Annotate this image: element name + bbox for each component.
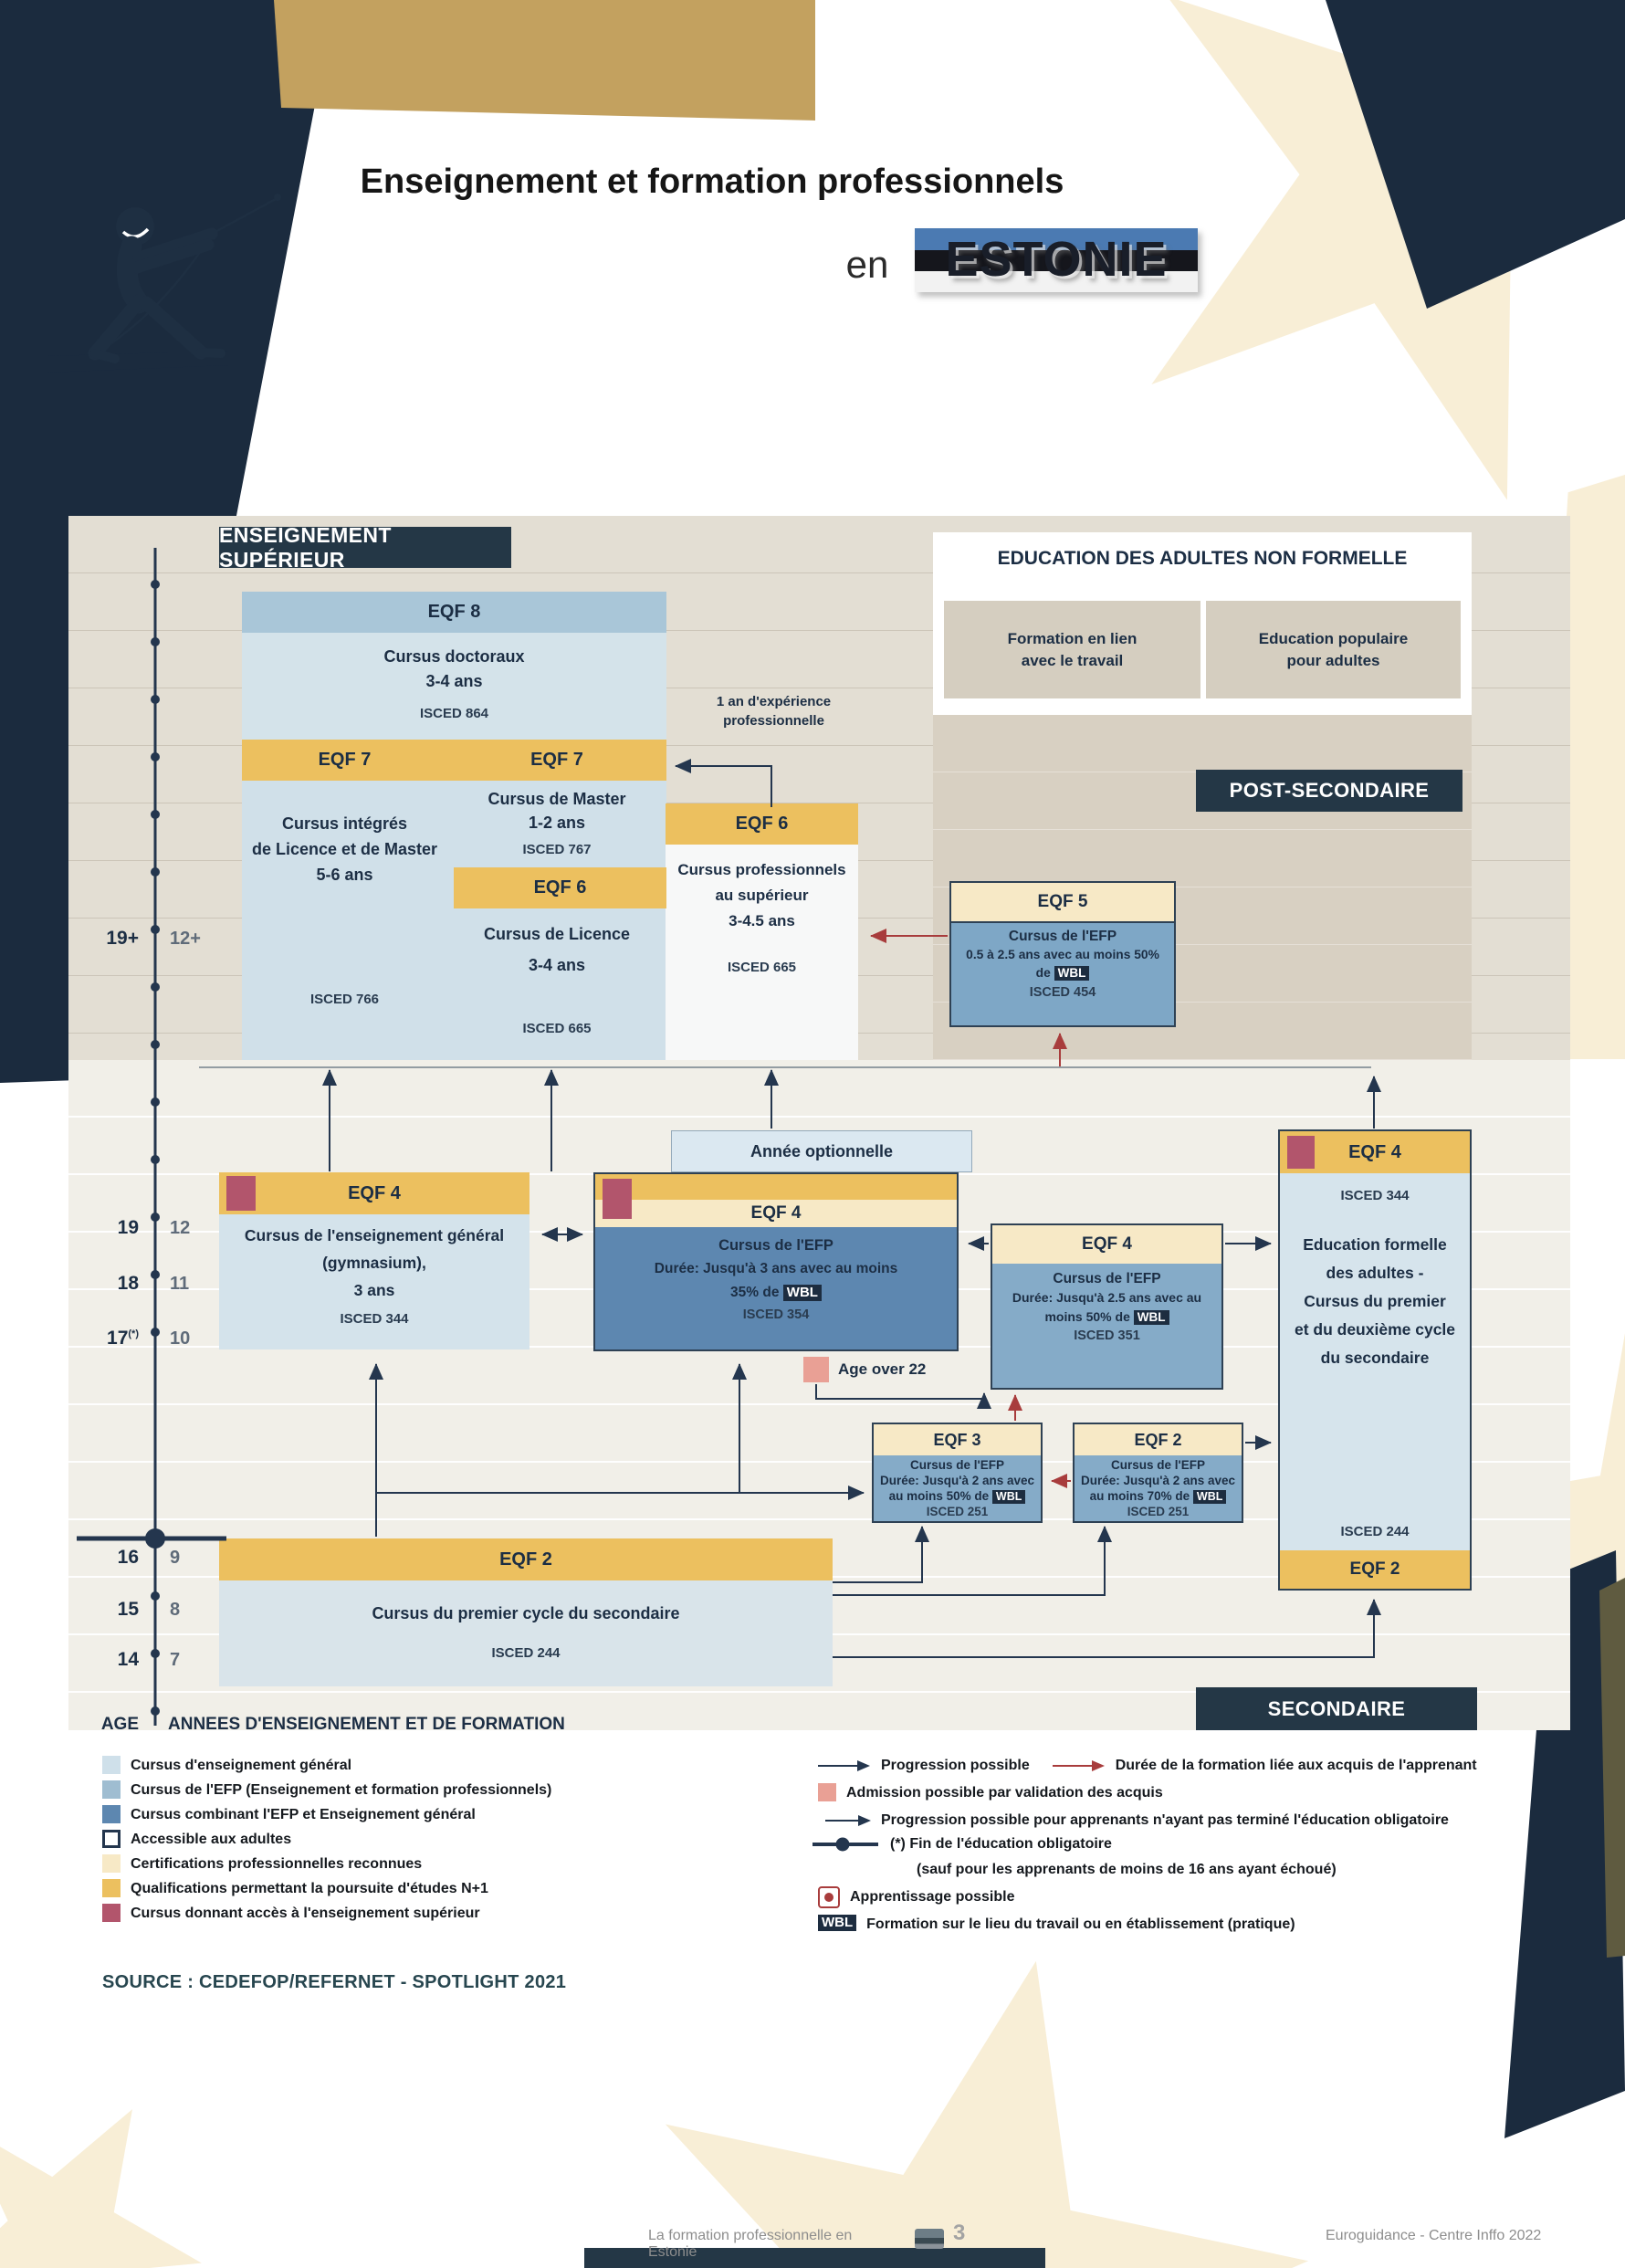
experience-note [689,692,858,730]
bachelor-line1: Cursus de Licence [483,925,631,943]
eqf8-level-band: EQF 8 [242,592,666,633]
legend-end-compulsory-label: (*) Fin de l'éducation obligatoire [890,1836,1112,1852]
vet351-line3-prefix: moins 50% de [1044,1309,1130,1324]
adult-formal-footer-band: EQF 2 [1280,1550,1470,1589]
eqf3-line2: Durée: Jusqu'à 2 ans avec [879,1474,1035,1487]
eqf5-level-band: EQF 5 [949,881,1176,921]
adult-formal-isced-top: ISCED 344 [1340,1188,1410,1203]
adult-box-popular-line2: pour adultes [1286,651,1380,669]
professional-isced: ISCED 665 [727,960,797,975]
lower-secondary-title: Cursus du premier cycle du secondaire [372,1604,680,1622]
gymnasium-higher-access-tab [226,1176,256,1211]
box-master [447,787,666,835]
experience-note-line2: professionnelle [723,713,824,729]
section-higher-education: ENSEIGNEMENT SUPÉRIEUR [219,527,511,568]
legend-adults-accessible-label: Accessible aux adultes [131,1832,292,1847]
legend-apprenticeship-label: Apprentissage possible [850,1889,1015,1905]
footer-photo-icon [915,2229,944,2249]
adult-nonformal-title: EDUCATION DES ADULTES NON FORMELLE [997,548,1408,569]
eqf3-line1: Cursus de l'EFP [910,1458,1004,1472]
section-secondary: SECONDAIRE [1196,1687,1477,1730]
legend-progression-label: Progression possible [881,1758,1030,1773]
bachelor-isced: ISCED 665 [522,1021,592,1036]
eqf2s-line2: Durée: Jusqu'à 2 ans avec [1080,1474,1236,1487]
gymnasium-isced: ISCED 344 [340,1311,409,1327]
section-post-secondary: POST-SECONDAIRE [1196,770,1462,812]
country-flag [915,228,1198,292]
master-line2: 1-2 ans [528,814,586,832]
eqf3-line3 [874,1488,1041,1505]
box-vet-eqf2 [1073,1423,1243,1523]
age-17 [64,1328,139,1349]
year-10: 10 [170,1328,191,1349]
gymnasium-level-band: EQF 4 [219,1172,529,1214]
age-19: 19 [117,1217,139,1238]
master-isced: ISCED 767 [522,842,592,857]
legend-end-compulsory-note-label: (sauf pour les apprenants de moins de 16 ans ayant échoué) [917,1862,1337,1877]
eqf5-isced: ISCED 454 [1029,985,1096,1000]
source-note: SOURCE : CEDEFOP/REFERNET - SPOTLIGHT 2021 [102,1972,567,1992]
vet351-isced: ISCED 351 [1074,1328,1140,1343]
experience-note-line1: 1 an d'expérience [716,694,832,709]
eqf7-left-label: EQF 7 [318,750,372,770]
adult-box-popular-line1: Education populaire [1258,629,1409,647]
adult-box-work [944,601,1200,698]
lower-secondary-isced: ISCED 244 [491,1645,561,1661]
vet354-higher-access-tab [603,1179,632,1219]
adult-box-work-line1: Formation en lien [1007,629,1138,647]
age-18: 18 [117,1273,139,1294]
legend-wbl-label: Formation sur le lieu du travail ou en établissement (pratique) [866,1916,1295,1932]
vet351-line2: Durée: Jusqu'à 2.5 ans avec au [1012,1290,1202,1305]
age-14: 14 [117,1649,139,1670]
box-professional-higher [666,845,858,1060]
adult-formal-line1: Education formelle [1303,1235,1447,1254]
eqf2s-level-label: EQF 2 [1075,1424,1242,1455]
legend-higher-access-label: Cursus donnant accès à l'enseignement supérieur [131,1906,480,1921]
legend-vet-label: Cursus de l'EFP (Enseignement et formation professionnels) [131,1782,552,1798]
eqf3-wbl-badge: WBL [992,1490,1025,1504]
axis-age-title: AGE [100,1715,139,1734]
year-12: 12 [170,1218,191,1238]
box-lower-secondary [219,1580,833,1686]
box-vet-isced354 [593,1172,959,1351]
legend-duration-label: Durée de la formation liée aux acquis de l'apprenant [1115,1758,1477,1773]
gold-shape-top [274,0,815,121]
vet354-line3-prefix: 35% de [730,1285,780,1300]
age-over-22-swatch [803,1357,829,1382]
eqf5-line3 [951,963,1174,982]
professional-line3: 3-4.5 ans [729,912,795,929]
page-title: Enseignement et formation professionnels [360,163,1064,201]
doctoral-line2: 3-4 ans [425,672,483,690]
climber-foot-front [201,352,221,353]
integrated-line1: Cursus intégrés [281,814,408,833]
professional-line2: au supérieur [715,887,809,904]
adult-formal-line5: du secondaire [1320,1349,1430,1367]
year-7: 7 [170,1650,181,1670]
age-16: 16 [117,1547,139,1568]
axis-years-title: ANNEES D'ENSEIGNEMENT ET DE FORMATION [168,1715,565,1734]
eqf3-isced: ISCED 251 [926,1505,989,1518]
vet354-wbl-badge: WBL [783,1285,822,1301]
vet354-line2: Durée: Jusqu'à 3 ans avec au moins [654,1261,898,1276]
gymnasium-line1: Cursus de l'enseignement général [244,1226,505,1244]
age-15: 15 [117,1599,139,1620]
vet354-isced: ISCED 354 [742,1307,810,1322]
age-over-22-label: Age over 22 [838,1360,927,1378]
adult-formal-line3: Cursus du premier [1304,1292,1446,1310]
box-vet-isced351 [991,1223,1223,1390]
box-optional-year: Année optionnelle [671,1130,972,1172]
climber-leg-front [146,303,201,352]
age-17-sup: (*) [128,1328,139,1339]
doctoral-line1: Cursus doctoraux [383,647,525,666]
box-vet-eqf3 [872,1423,1043,1523]
rope-end-dot [274,194,281,201]
box-eqf5-vet [949,921,1176,1027]
eqf5-wbl-badge: WBL [1054,966,1090,981]
eqf5-line3-prefix: de [1035,966,1051,980]
navy-shape-top-right [1326,0,1625,309]
eqf5-line1: Cursus de l'EFP [1008,929,1117,944]
box-doctoral [242,633,666,740]
climber-figure [37,173,320,393]
climber-foot-back [95,353,115,359]
eqf6-mid-band: EQF 6 [454,867,666,908]
box-integrated-programmes [242,811,447,887]
country-name: ESTONIE [945,232,1168,287]
rope [212,199,276,234]
lower-secondary-level-band: EQF 2 [219,1538,833,1580]
bachelor-line2: 3-4 ans [528,956,586,974]
adult-formal-line4: et du deuxième cycle [1294,1320,1456,1339]
vet351-line3 [992,1307,1221,1327]
adult-formal-line2: des adultes - [1326,1264,1424,1282]
gymnasium-line2: (gymnasium), [322,1254,426,1272]
eqf3-level-label: EQF 3 [874,1424,1041,1455]
title-en: en [845,243,889,286]
box-adult-formal [1278,1129,1472,1591]
box-bachelor [447,919,666,981]
year-11: 11 [170,1274,190,1294]
age-17-value: 17 [107,1328,129,1349]
adult-formal-level-band: EQF 4 [1280,1131,1470,1173]
legend-progression-incomplete-label: Progression possible pour apprenants n'ayant pas terminé l'éducation obligatoire [881,1812,1449,1828]
legend-general-ed-label: Cursus d'enseignement général [131,1758,352,1773]
vet354-line3 [595,1280,957,1305]
vet351-line1: Cursus de l'EFP [1053,1271,1161,1286]
eqf6-right-band: EQF 6 [666,803,858,845]
gymnasium-line3: 3 ans [353,1281,395,1299]
adult-formal-isced-bottom: ISCED 244 [1340,1524,1410,1539]
eqf5-line2: 0.5 à 2.5 ans avec au moins 50% [966,948,1159,961]
eqf2s-line3 [1075,1488,1242,1505]
eqf7-mid-label: EQF 7 [530,750,583,770]
doctoral-isced: ISCED 864 [419,706,489,721]
age-19plus: 19+ [106,928,139,949]
eqf3-line3-prefix: au moins 50% de [888,1489,990,1503]
footer-right-text: Euroguidance - Centre Inffo 2022 [1326,2228,1542,2243]
legend-qualifications-label: Qualifications permettant la poursuite d'études N+1 [131,1881,488,1896]
box-gymnasium [219,1214,529,1349]
integrated-line3: 5-6 ans [316,866,373,884]
vet354-level-label: EQF 4 [595,1200,957,1227]
year-8: 8 [170,1600,181,1620]
vet354-line1: Cursus de l'EFP [718,1237,833,1254]
footer-page-number: 3 [953,2221,966,2245]
adult-box-work-line2: avec le travail [1021,651,1124,669]
vet354-gold-band [595,1174,957,1200]
eqf2s-line1: Cursus de l'EFP [1111,1458,1205,1472]
footer-left-text: La formation professionnelle en Estonie [648,2228,853,2260]
legend-admission-label: Admission possible par validation des acquis [846,1785,1163,1801]
eqf2s-isced: ISCED 251 [1127,1505,1190,1518]
legend-certifications-label: Certifications professionnelles reconnues [131,1856,423,1872]
vet351-wbl-badge: WBL [1134,1310,1169,1325]
integrated-line2: de Licence et de Master [251,840,438,858]
eqf2s-line3-prefix: au moins 70% de [1089,1489,1190,1503]
master-line1: Cursus de Master [488,790,626,808]
year-12plus: 12+ [170,929,201,949]
legend-combined-label: Cursus combinant l'EFP et Enseignement général [131,1807,476,1822]
adult-box-popular [1206,601,1461,698]
professional-line1: Cursus professionnels [677,861,846,878]
wbl-legend-badge: WBL [818,1915,856,1931]
vet351-level-label: EQF 4 [992,1225,1221,1264]
adult-formal-higher-access-tab [1287,1136,1315,1169]
integrated-isced: ISCED 766 [309,992,380,1007]
year-9: 9 [170,1548,181,1568]
eqf2s-wbl-badge: WBL [1193,1490,1226,1504]
